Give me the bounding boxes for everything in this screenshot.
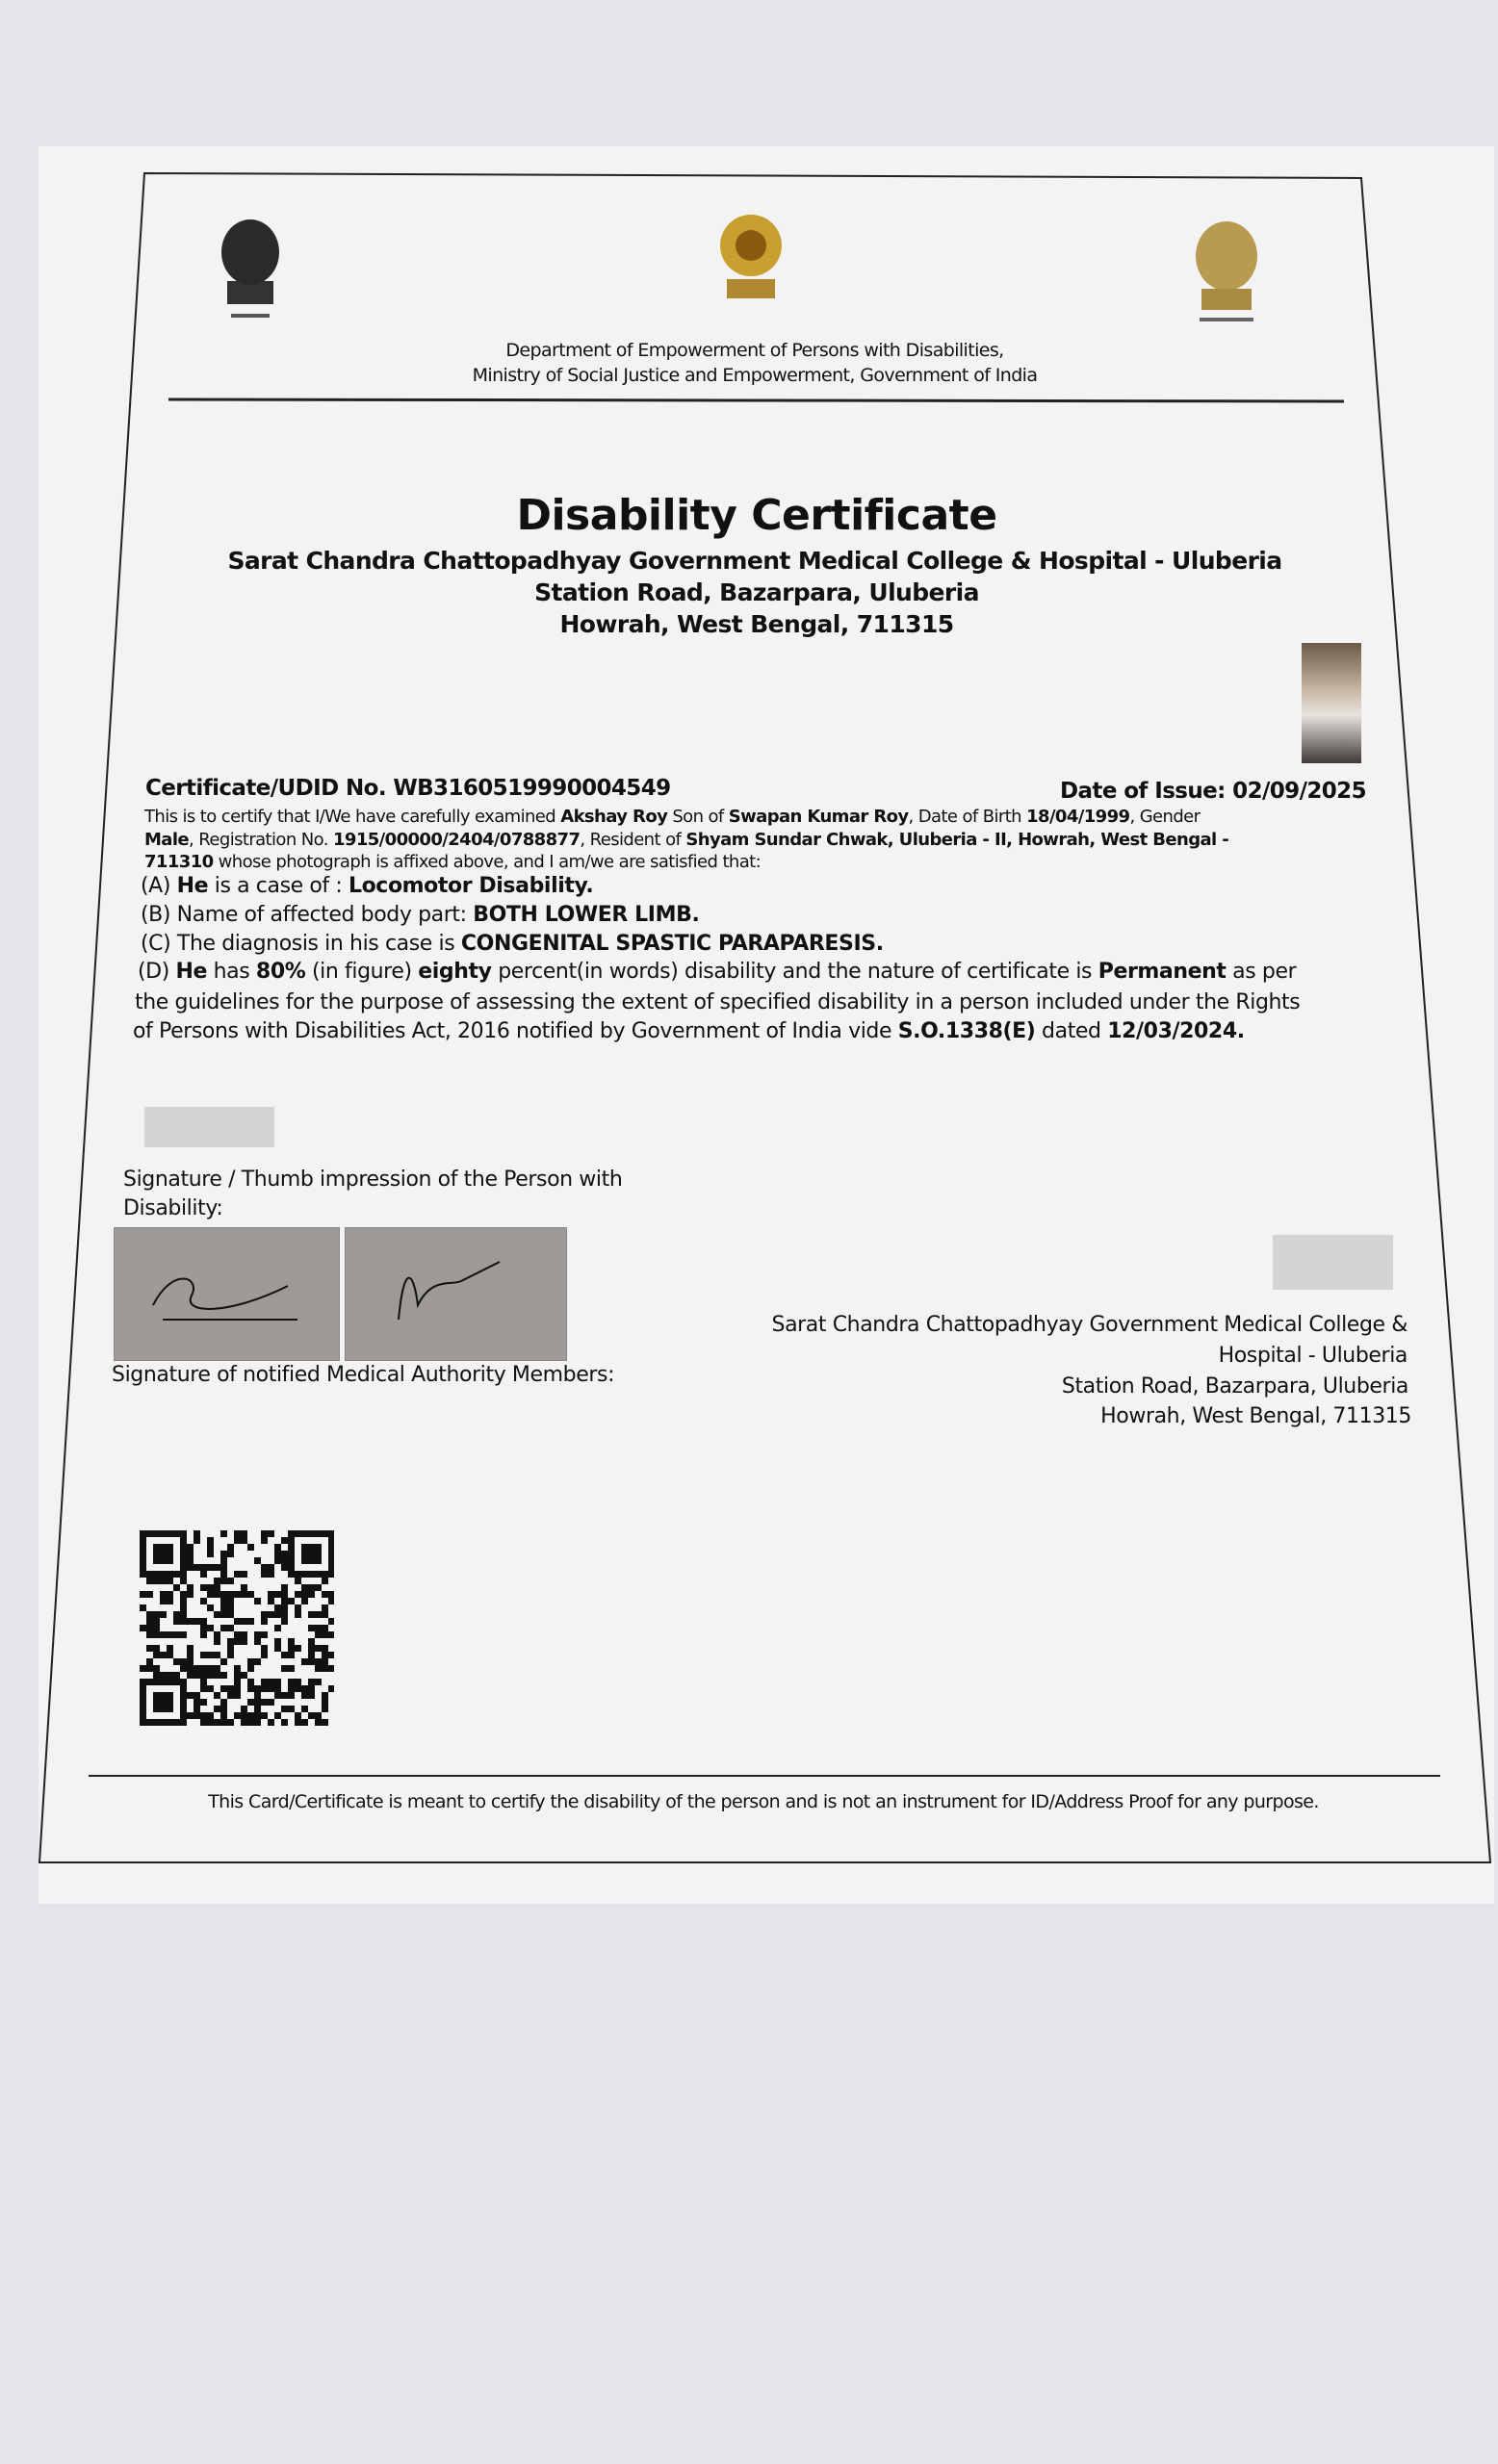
department-line-1: Department of Empowerment of Persons with Disabilities, [505,340,1004,361]
clause-c: (C) The diagnosis in his case is CONGENITAL SPASTIC PARAPARESIS. [141,932,884,956]
page-title: Disability Certificate [516,491,997,540]
gold-emblem-icon [1186,218,1267,328]
clause-d-line-2: the guidelines for the purpose of assessing the extent of specified disability in a person included under the Rights [135,990,1301,1014]
udid-number: Certificate/UDID No. WB3160519990004549 [145,776,671,801]
authority-stamp-signature [1273,1235,1393,1290]
authority-address-2: Hospital - Uluberia [1218,1344,1408,1368]
issuer-address-1: Station Road, Bazarpara, Uluberia [534,578,979,606]
person-signature-label-2: Disability: [123,1196,223,1220]
department-line-2: Ministry of Social Justice and Empowerment, Government of India [472,365,1038,386]
header-divider [168,399,1344,401]
date-of-issue: Date of Issue: 02/09/2025 [1060,779,1366,804]
body-line-3: 711310 whose photograph is affixed above, and I am/we are satisfied that: [144,852,762,872]
person-signature-label-1: Signature / Thumb impression of the Person with [123,1168,623,1192]
applicant-photo [1302,643,1361,763]
accessible-india-logo-icon [698,212,804,303]
clause-a: (A) He is a case of : Locomotor Disability. [141,874,594,898]
authority-address-3: Station Road, Bazarpara, Uluberia [1061,1374,1408,1399]
ashoka-emblem-icon [214,214,287,327]
body-line-2: Male, Registration No. 1915/00000/2404/0788877, Resident of Shyam Sundar Chwak, Uluberia - II, Howrah, West Bengal - [144,830,1229,850]
authority-address-4: Howrah, West Bengal, 711315 [1100,1404,1411,1428]
clause-d-line-3: of Persons with Disabilities Act, 2016 notified by Government of India vide S.O.1338(E) dated 12/03/2024. [133,1019,1245,1043]
clause-d: (D) He has 80% (in figure) eighty percent(in words) disability and the nature of certificate is Permanent as per [138,960,1297,984]
authority-signature-label: Signature of notified Medical Authority Members: [112,1363,615,1387]
qr-code-icon [140,1530,334,1728]
issuer-address-2: Howrah, West Bengal, 711315 [559,610,954,638]
medical-authority-signature-1 [114,1227,340,1361]
applicant-signature [144,1107,274,1147]
issuer-name: Sarat Chandra Chattopadhyay Government Medical College & Hospital - Uluberia [227,547,1282,575]
clause-b: (B) Name of affected body part: BOTH LOWER LIMB. [141,903,700,927]
authority-address-1: Sarat Chandra Chattopadhyay Government Medical College & [771,1313,1408,1337]
medical-authority-signature-2 [345,1227,567,1361]
footer-disclaimer: This Card/Certificate is meant to certify the disability of the person and is not an instrument for ID/Address Proof for any purpose. [208,1791,1319,1812]
body-line-1: This is to certify that I/We have carefully examined Akshay Roy Son of Swapan Kumar Roy, Date of Birth 18/04/1999, Gender [144,807,1201,827]
